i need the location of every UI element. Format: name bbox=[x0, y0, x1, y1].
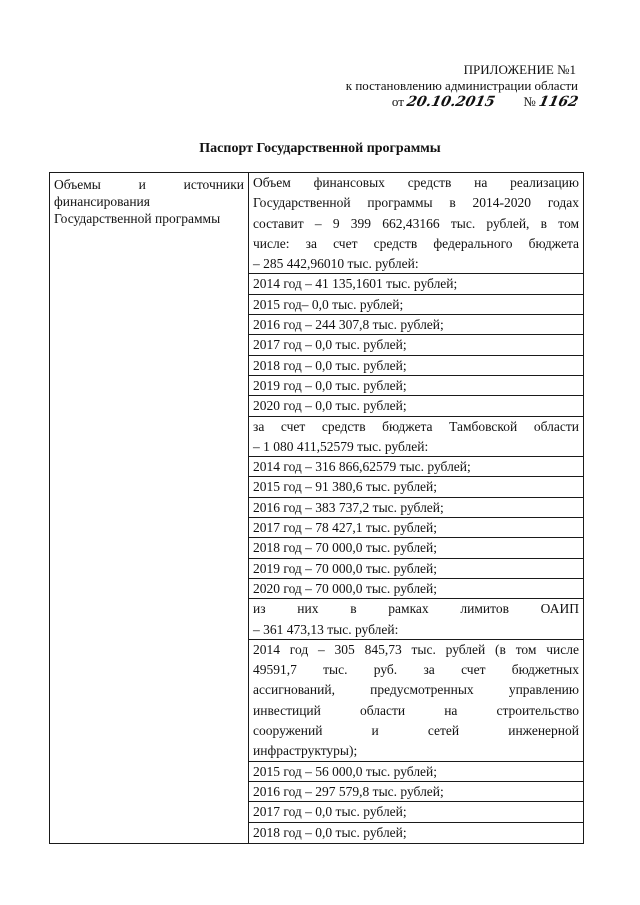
content-line: за счет средств бюджета Тамбовской области bbox=[253, 418, 579, 434]
content-lines bbox=[249, 173, 583, 843]
content-line: – 1 080 411,52579 тыс. рублей: bbox=[249, 437, 583, 457]
content-line: 2016 год – 383 737,2 тыс. рублей; bbox=[249, 498, 583, 518]
document-title: Паспорт Государственной программы bbox=[199, 141, 441, 156]
content-line: 2018 год – 70 000,0 тыс. рублей; bbox=[249, 538, 583, 558]
content-line: 2016 год – 244 307,8 тыс. рублей; bbox=[249, 315, 583, 335]
content-line: составит – 9 399 662,43166 тыс. рублей, в том bbox=[253, 215, 579, 231]
content-line: 2015 год – 56 000,0 тыс. рублей; bbox=[249, 762, 583, 782]
handwritten-date: 20.10.2015 bbox=[405, 94, 497, 110]
content-line: 2017 год – 78 427,1 тыс. рублей; bbox=[249, 518, 583, 538]
content-line: Объем финансовых средств на реализацию bbox=[253, 175, 579, 190]
content-line: – 361 473,13 тыс. рублей: bbox=[249, 620, 583, 640]
content-line: из них в рамках лимитов ОАИП bbox=[253, 601, 579, 617]
content-line: 2020 год – 70 000,0 тыс. рублей; bbox=[249, 579, 583, 599]
content-line: 2019 год – 0,0 тыс. рублей; bbox=[249, 376, 583, 396]
label-text bbox=[50, 173, 248, 227]
number-prefix: № bbox=[523, 94, 536, 109]
date-prefix: от bbox=[391, 94, 404, 109]
content-line: 49591,7 тыс. руб. за счет бюджетных bbox=[253, 662, 579, 678]
label-line: Объемы и источники bbox=[54, 177, 244, 192]
content-line: инфраструктуры); bbox=[249, 741, 583, 761]
content-line: 2018 год – 0,0 тыс. рублей; bbox=[253, 824, 407, 840]
appendix-header bbox=[278, 62, 578, 110]
appendix-title: ПРИЛОЖЕНИЕ №1 bbox=[463, 62, 576, 77]
content-line: 2017 год – 0,0 тыс. рублей; bbox=[249, 335, 583, 355]
table-row bbox=[50, 173, 584, 844]
passport-table bbox=[49, 172, 584, 844]
content-line: 2015 год – 91 380,6 тыс. рублей; bbox=[249, 477, 583, 497]
content-line: инвестиций области на строительство bbox=[253, 702, 579, 718]
label-line: финансирования bbox=[54, 194, 150, 209]
content-line: ассигнований, предусмотренных управлению bbox=[253, 682, 579, 698]
appendix-subtitle: к постановлению администрации области bbox=[345, 78, 578, 93]
content-line: 2015 год– 0,0 тыс. рублей; bbox=[249, 295, 583, 315]
content-line: 2016 год – 297 579,8 тыс. рублей; bbox=[249, 782, 583, 802]
label-cell bbox=[50, 173, 249, 844]
content-line: – 285 442,96010 тыс. рублей: bbox=[249, 254, 583, 274]
content-line: сооружений и сетей инженерной bbox=[253, 723, 579, 739]
content-cell bbox=[249, 173, 584, 844]
content-line: 2014 год – 305 845,73 тыс. рублей (в том числе bbox=[253, 641, 579, 657]
content-line: 2019 год – 70 000,0 тыс. рублей; bbox=[249, 559, 583, 579]
content-line: 2017 год – 0,0 тыс. рублей; bbox=[249, 802, 583, 822]
label-line: Государственной программы bbox=[54, 211, 221, 226]
handwritten-number: 1162 bbox=[537, 94, 580, 110]
appendix-date-number bbox=[278, 94, 578, 110]
content-line: 2018 год – 0,0 тыс. рублей; bbox=[249, 356, 583, 376]
content-line: 2020 год – 0,0 тыс. рублей; bbox=[249, 396, 583, 416]
content-line: Государственной программы в 2014-2020 годах bbox=[253, 195, 579, 211]
content-line: 2014 год – 41 135,1601 тыс. рублей; bbox=[249, 274, 583, 294]
content-line: числе: за счет средств федерального бюджета bbox=[253, 235, 579, 251]
content-line: 2014 год – 316 866,62579 тыс. рублей; bbox=[249, 457, 583, 477]
